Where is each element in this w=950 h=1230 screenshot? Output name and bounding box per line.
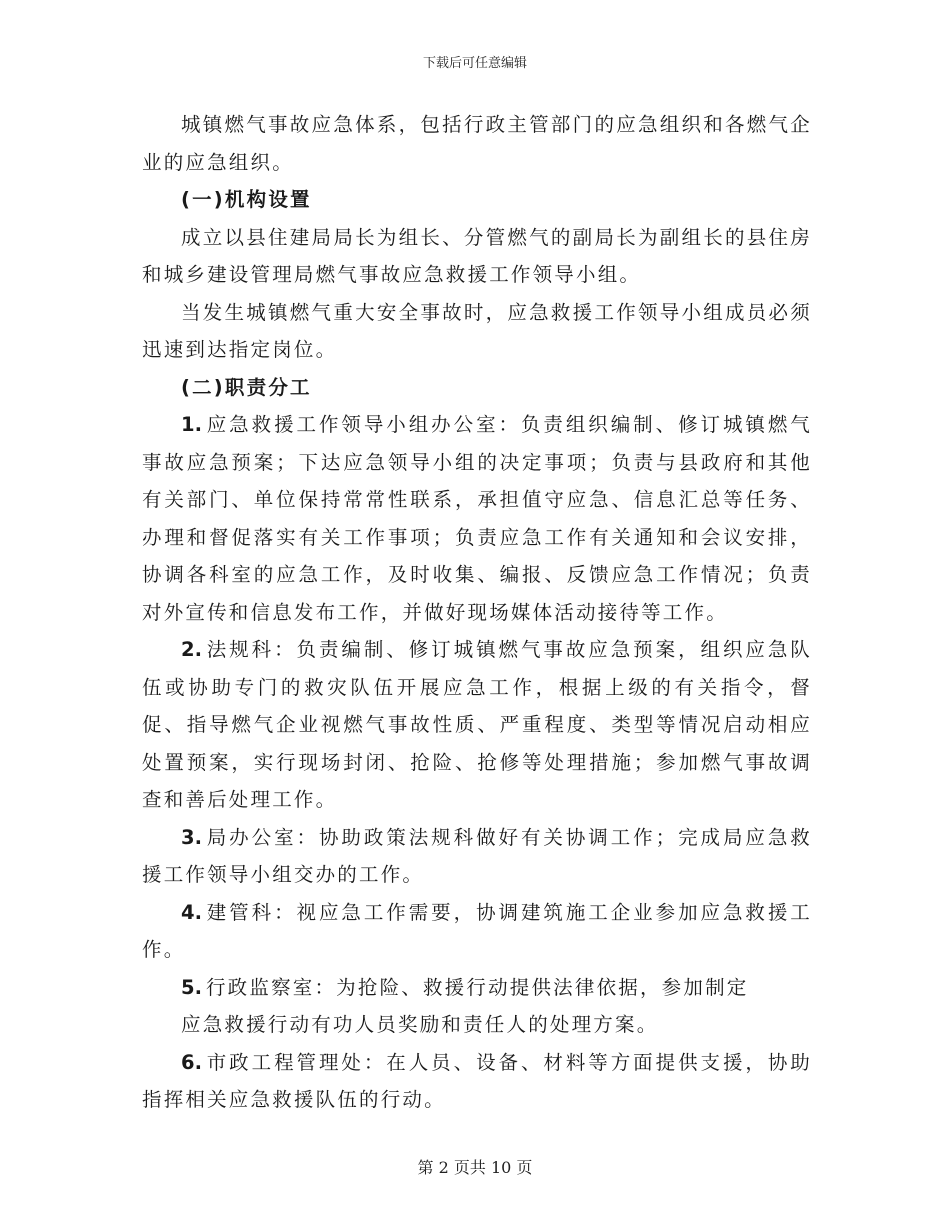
- list-item-number: 2.: [181, 638, 202, 661]
- list-item-text: 建管科：视应急工作需要，协调建筑施工企业参加应急救援工作。: [142, 900, 812, 961]
- list-item-text: 市政工程管理处：在人员、设备、材料等方面提供支援，协助指挥相关应急救援队伍的行动。: [142, 1050, 812, 1111]
- list-item-text: 行政监察室：为抢险、救援行动提供法律依据，参加制定: [205, 975, 749, 999]
- list-item: [142, 406, 812, 631]
- list-item-text: 局办公室：协助政策法规科做好有关协调工作；完成局应急救援工作领导小组交办的工作。: [142, 825, 812, 886]
- list-item-continuation: 应急救援行动有功人员奖励和责任人的处理方案。: [181, 1013, 659, 1036]
- list-item: [142, 631, 812, 819]
- intro-paragraph: 城镇燃气事故应急体系，包括行政主管部门的应急组织和各燃气企业的应急组织。: [142, 113, 812, 174]
- paragraph-leadership-group: 成立以县住建局局长为组长、分管燃气的副局长为副组长的县住房和城乡建设管理局燃气事故应急救援工作领导小组。: [142, 225, 812, 286]
- section-heading-responsibilities: (二)职责分工: [181, 375, 312, 399]
- section-heading-organization: (一)机构设置: [181, 188, 312, 211]
- list-item: [142, 819, 812, 894]
- page-header-note: 下载后可任意编辑: [422, 56, 527, 71]
- paragraph-emergency-duty: 当发生城镇燃气重大安全事故时，应急救援工作领导小组成员必须迅速到达指定岗位。: [142, 300, 812, 361]
- list-item-number: 6.: [181, 1050, 202, 1074]
- page-number: 第 2 页共 10 页: [417, 1158, 533, 1177]
- list-item-number: 1.: [181, 413, 202, 436]
- list-item-text: 应急救援工作领导小组办公室：负责组织编制、修订城镇燃气事故应急预案；下达应急领导小组的决定事项；负责与县政府和其他有关部门、单位保持常常性联系，承担值守应急、信息汇总等任务、办理和督促落实有关工作事项；负责应急工作有关通知和会议安排，协调各科室的应急工作，及时收集、编报、反馈应急工作情况；负责对外宣传和信息发布工作，并做好现场媒体活动接待等工作。: [142, 413, 812, 624]
- list-item-number: 5.: [181, 975, 202, 999]
- list-item-text: 法规科：负责编制、修订城镇燃气事故应急预案，组织应急队伍或协助专门的救灾队伍开展应急工作，根据上级的有关指令，督促、指导燃气企业视燃气事故性质、严重程度、类型等情况启动相应处置预案，实行现场封闭、抢险、抢修等处理措施；参加燃气事故调查和善后处理工作。: [142, 638, 812, 811]
- list-item: [142, 969, 812, 1007]
- list-item: [142, 894, 812, 969]
- document-body: [142, 106, 812, 1119]
- list-item: [142, 1044, 812, 1119]
- list-item-number: 4.: [181, 900, 202, 924]
- list-item-number: 3.: [181, 825, 202, 849]
